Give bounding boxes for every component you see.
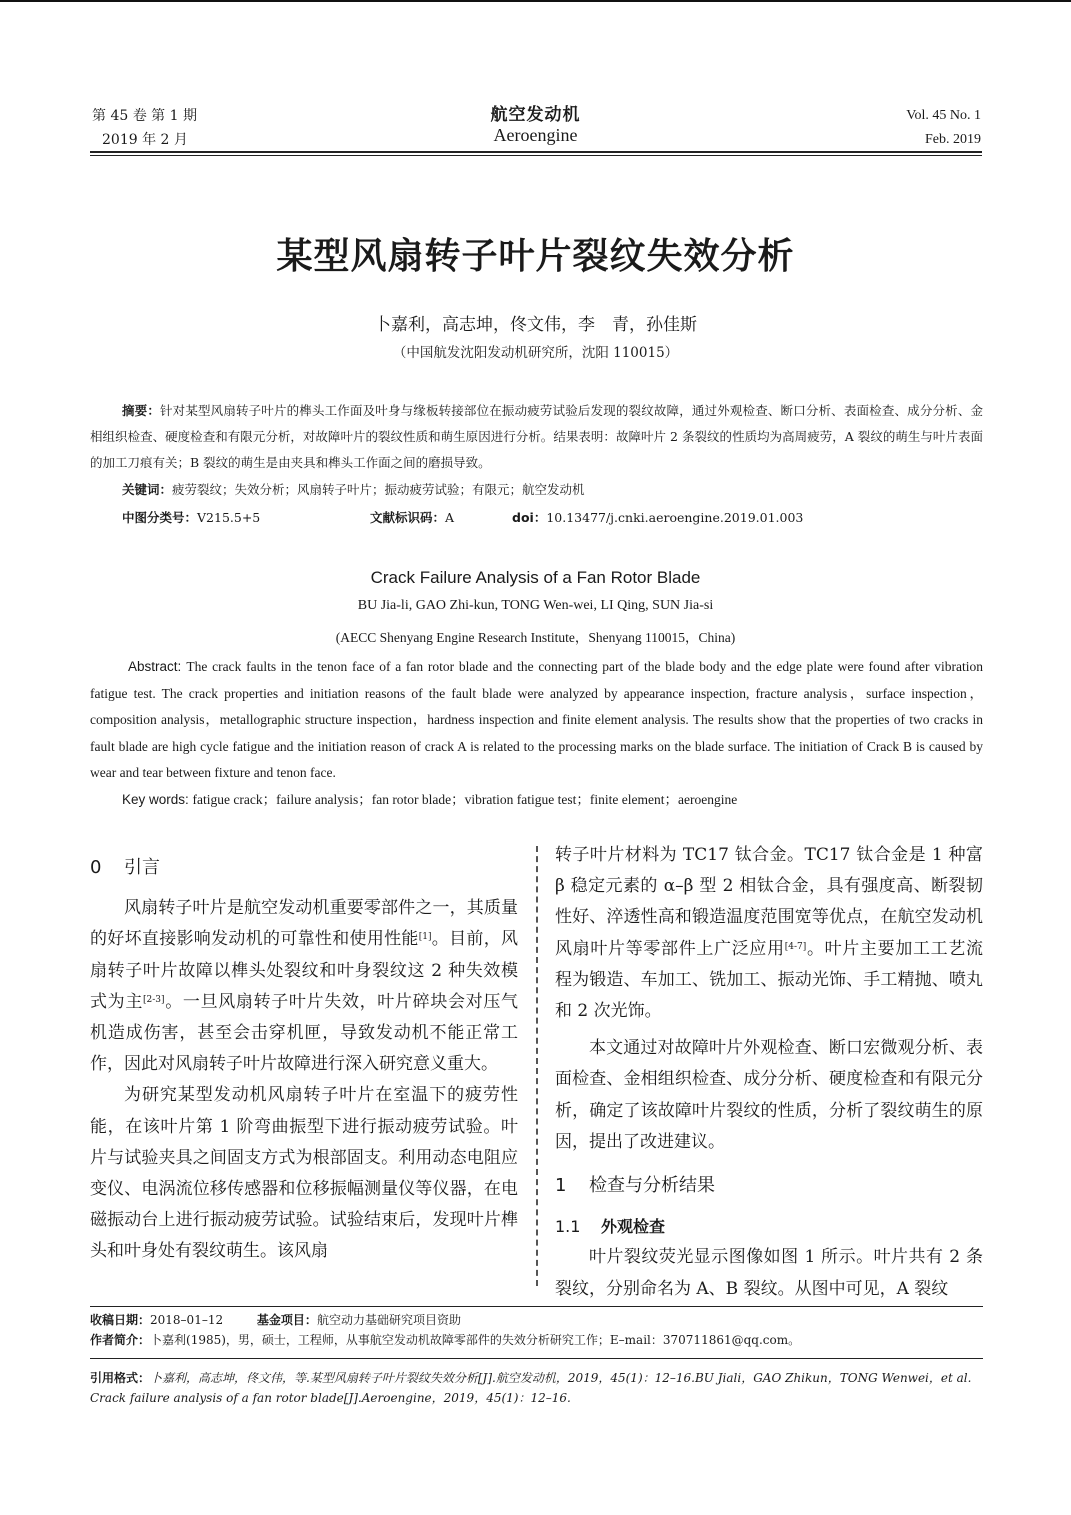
clc-label: 中图分类号： (122, 510, 198, 525)
doi-label: doi： (512, 510, 547, 525)
citation-rule (90, 1358, 983, 1359)
keywords-cn-label: 关键词： (122, 482, 173, 497)
citation-text: 卜嘉利，高志坤，佟文伟，等.某型风扇转子叶片裂纹失效分析[J].航空发动机，2019，45(1)：12–16.BU Jiali，GAO Zhikun，TONG Wenwei，et al. Crack failure analysis of a fan rotor blade[J].Aeroengine，2019，45(1)：12–16. (90, 1371, 972, 1405)
header-right (906, 104, 981, 152)
fund-label: 基金项目： (256, 1313, 317, 1327)
abstract-en-text: The crack faults in the tenon face of a fan rotor blade and the connecting part of the blade body and the edge plate were found after vibration fatigue test. The crack properties and initiation reasons of the fault blade were analyzed by appearance inspection, fracture analysis，surface inspection，composition analysis，metallographic structure inspection，hardness inspection and finite element analysis. The results show that the properties of two cracks in fault blade are high cycle fatigue and the initiation reason of crack A is related to the processing marks on the blade surface. The initiation of Crack B is caused by wear and tear between fixture and tenon face. (90, 659, 983, 780)
classification-row (122, 508, 982, 526)
footnote-received-fund (90, 1310, 983, 1330)
section-1-heading (555, 1170, 983, 1201)
paragraph-scope: 本文通过对故障叶片外观检查、断口宏微观分析、表面检查、金相组织检查、成分分析、硬度检查和有限元分析，确定了该故障叶片裂纹的性质，分析了裂纹萌生的原因，提出了改进建议。 (555, 1038, 983, 1152)
header-rule (90, 151, 982, 153)
paragraph-intro-1 (90, 893, 518, 1080)
abstract-cn (90, 398, 983, 476)
section-1-number: 1 (555, 1175, 567, 1197)
body-column-right (555, 840, 983, 1305)
paragraph-intro-2: 为研究某型发动机风扇转子叶片在室温下的疲劳性能，在该叶片第 1 阶弯曲振型下进行振动疲劳试验。叶片与试验夹具之间固支方式为根部固支。利用动态电阻应变仪、电涡流位移传感器和位移振幅测量仪等仪器，在电磁振动台上进行振动疲劳试验。试验结束后，发现叶片榫头和叶身处有裂纹萌生。该风扇 (90, 1085, 518, 1262)
section-0-title: 引言 (124, 857, 160, 878)
clc-value: V215.5+5 (197, 510, 261, 525)
doc-label: 文献标识码： (370, 510, 446, 525)
p1-part-c: 。一旦风扇转子叶片失效，叶片碎块会对压气机造成伤害，甚至会击穿机匣，导致发动机不能正常工作，因此对风扇转子叶片故障进行深入研究意义重大。 (90, 991, 519, 1075)
fund-text: 航空动力基础研究项目资助 (316, 1313, 461, 1327)
doi (512, 508, 803, 526)
document-code (370, 508, 454, 526)
affiliation-cn: （中国航发沈阳发动机研究所，沈阳 110015） (392, 345, 679, 361)
section-1-title: 检查与分析结果 (589, 1175, 715, 1197)
p3-part-b: 。叶片主要加工工艺流程为锻造、车加工、铣加工、振动光饰、手工精抛、喷丸和 2 次光饰。 (555, 938, 984, 1022)
author-bio-label: 作者简介： (90, 1333, 151, 1347)
paper-title-cn: 某型风扇转子叶片裂纹失效分析 (276, 235, 795, 277)
keywords-en (122, 788, 737, 808)
section-0-heading (90, 852, 518, 883)
body-column-left (90, 840, 518, 1268)
received-label: 收稿日期： (90, 1313, 151, 1327)
doc-value: A (445, 510, 455, 525)
authors-cn: 卜嘉利，高志坤，佟文伟，李 青，孙佳斯 (374, 315, 697, 335)
volume-en: Vol. 45 No. 1 (906, 108, 981, 123)
clc-code (122, 510, 260, 525)
received-date: 2018–01–12 (150, 1313, 224, 1327)
keywords-en-label: Key words: (122, 792, 193, 807)
keywords-cn (122, 480, 585, 498)
citation-format (90, 1368, 983, 1408)
header-rule-thin (90, 155, 982, 156)
paper-title-en: Crack Failure Analysis of a Fan Rotor Blade (370, 568, 701, 587)
paragraph-material (555, 840, 983, 1027)
date-cn: 2019 年 2 月 (102, 132, 188, 148)
keywords-cn-text: 疲劳裂纹；失效分析；风扇转子叶片；振动疲劳试验；有限元；航空发动机 (172, 482, 585, 497)
column-divider (536, 846, 538, 1286)
abstract-en (90, 654, 983, 787)
p1-part-b: 。目前，风扇转子叶片故障以榫头处裂纹和叶身裂纹这 2 种失效模式为主 (90, 929, 519, 1012)
affiliation-en: (AECC Shenyang Engine Research Institute，Shenyang 110015，China) (335, 630, 736, 645)
footnote-rule (90, 1306, 983, 1307)
date-en: Feb. 2019 (925, 132, 981, 147)
journal-name-cn: 航空发动机 (490, 105, 581, 125)
top-border (0, 0, 1071, 2)
authors-en: BU Jia-li, GAO Zhi-kun, TONG Wen-wei, LI Qing, SUN Jia-si (357, 598, 714, 613)
p3-part-a: 转子叶片材料为 TC17 钛合金。TC17 钛合金是 1 种富 β 稳定元素的 α–β 型 2 相钛合金，具有强度高、断裂韧性好、淬透性高和锻造温度范围宽等优点，在航空发动机风扇叶片等零部件上广泛应用 (555, 845, 983, 959)
subsection-1-1-title: 外观检查 (601, 1217, 666, 1237)
citation-ref: [2-3] (143, 994, 165, 1005)
journal-name-en: Aeroengine (493, 125, 578, 145)
subsection-1-1-number: 1.1 (555, 1217, 581, 1237)
author-bio-text: 卜嘉利(1985)，男，硕士，工程师，从事航空发动机故障零部件的失效分析研究工作；E–mail：370711861@qq.com。 (150, 1333, 801, 1347)
volume-cn: 第 45 卷 第 1 期 (92, 108, 197, 124)
keywords-en-text: fatigue crack；failure analysis；fan rotor blade；vibration fatigue test；finite element；aeroengine (192, 792, 738, 807)
abstract-cn-text: 针对某型风扇转子叶片的榫头工作面及叶身与缘板转接部位在振动疲劳试验后发现的裂纹故障，通过外观检查、断口分析、表面检查、成分分析、金相组织检查、硬度检查和有限元分析，对故障叶片的裂纹性质和萌生原因进行分析。结果表明：故障叶片 2 条裂纹的性质均为高周疲劳，A 裂纹的萌生与叶片表面的加工刀痕有关；B 裂纹的萌生是由夹具和榫头工作面之间的磨损导致。 (90, 403, 983, 470)
citation-ref: [4-7] (784, 941, 807, 952)
abstract-en-label: Abstract: (128, 659, 187, 674)
footnote-author (90, 1330, 983, 1350)
subsection-1-1-heading (555, 1211, 983, 1242)
p1-part-a: 风扇转子叶片是航空发动机重要零部件之一，其质量的好坏直接影响发动机的可靠性和使用性能 (90, 898, 518, 950)
citation-label: 引用格式： (90, 1371, 151, 1385)
abstract-cn-label: 摘要： (122, 403, 160, 418)
citation-ref: [1] (418, 932, 432, 943)
section-0-number: 0 (90, 857, 102, 878)
paragraph-appearance: 叶片裂纹荧光显示图像如图 1 所示。叶片共有 2 条裂纹，分别命名为 A、B 裂纹。从图中可见，A 裂纹 (555, 1247, 983, 1299)
doi-value: 10.13477/j.cnki.aeroengine.2019.01.003 (546, 510, 804, 525)
